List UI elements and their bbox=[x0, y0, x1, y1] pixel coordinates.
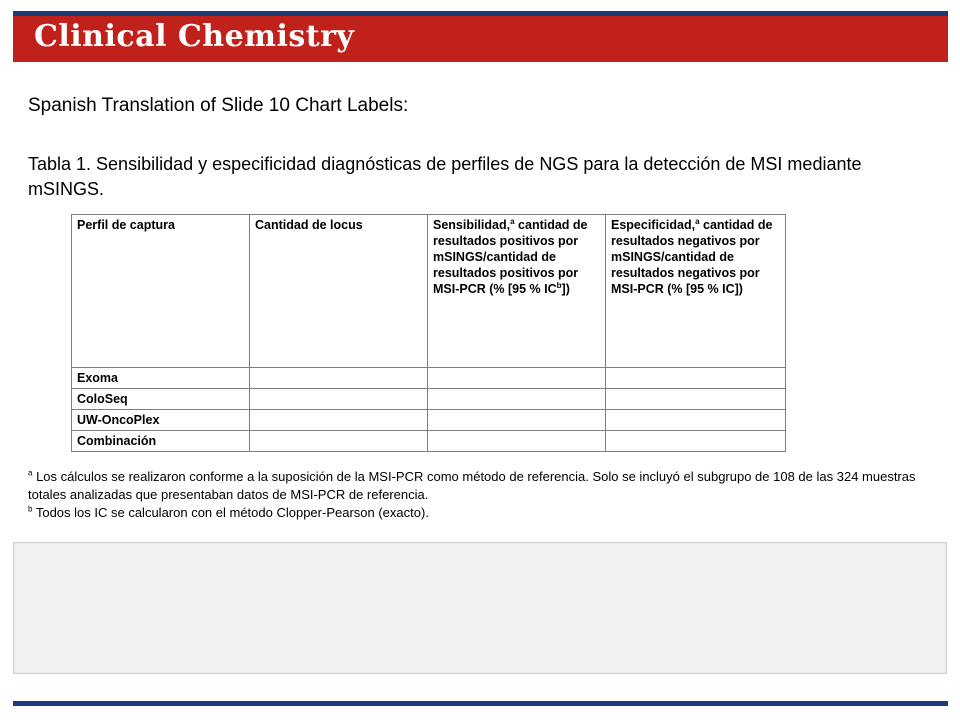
footnote-a bbox=[28, 468, 940, 504]
cell-specificity bbox=[606, 389, 786, 410]
bottom-blue-rule bbox=[13, 701, 948, 706]
header-sensitivity-end: ]) bbox=[561, 282, 570, 296]
cell-profile: ColoSeq bbox=[72, 389, 250, 410]
cell-profile: UW-OncoPlex bbox=[72, 410, 250, 431]
header-specificity bbox=[606, 215, 786, 368]
cell-loci bbox=[250, 389, 428, 410]
header-sensitivity-rest: cantidad de resultados positivos por mSINGS/cantidad de resultados positivos por MSI-PCR (% [95 % IC bbox=[433, 218, 588, 296]
header-bar bbox=[13, 16, 948, 62]
blank-panel bbox=[13, 542, 947, 674]
cell-specificity bbox=[606, 368, 786, 389]
table-row bbox=[72, 431, 786, 452]
header-specificity-main: Especificidad, bbox=[611, 218, 696, 232]
header-specificity-sup-a: a bbox=[695, 216, 700, 226]
header-sensitivity bbox=[428, 215, 606, 368]
table-row bbox=[72, 389, 786, 410]
header-sensitivity-main: Sensibilidad, bbox=[433, 218, 511, 232]
cell-profile: Exoma bbox=[72, 368, 250, 389]
cell-sensitivity bbox=[428, 410, 606, 431]
cell-specificity bbox=[606, 410, 786, 431]
header-sensitivity-sup-b: b bbox=[556, 280, 562, 290]
header-specificity-rest: cantidad de resultados negativos por mSINGS/cantidad de resultados negativos por MSI-PCR (% [95 % IC]) bbox=[611, 218, 773, 296]
footnote-a-marker: a bbox=[28, 468, 33, 478]
table-row bbox=[72, 368, 786, 389]
slide-heading: Spanish Translation of Slide 10 Chart Labels: bbox=[28, 95, 409, 116]
cell-profile: Combinación bbox=[72, 431, 250, 452]
footnotes bbox=[28, 468, 940, 522]
header-sensitivity-sup-a: a bbox=[510, 216, 515, 226]
table-caption: Tabla 1. Sensibilidad y especificidad diagnósticas de perfiles de NGS para la detección de MSI mediante mSINGS. bbox=[28, 154, 862, 199]
cell-loci bbox=[250, 368, 428, 389]
footnote-b bbox=[28, 504, 940, 522]
footnote-a-text: Los cálculos se realizaron conforme a la suposición de la MSI-PCR como método de referencia. Solo se incluyó el subgrupo de 108 de las 324 muestras totales analizadas que presentaban datos de MSI-PCR de referencia. bbox=[28, 469, 916, 502]
cell-sensitivity bbox=[428, 368, 606, 389]
data-table bbox=[71, 214, 786, 452]
table-header-row bbox=[72, 215, 786, 368]
cell-specificity bbox=[606, 431, 786, 452]
footnote-b-marker: b bbox=[28, 504, 33, 514]
table-row bbox=[72, 410, 786, 431]
header-locus-count: Cantidad de locus bbox=[250, 215, 428, 368]
cell-sensitivity bbox=[428, 431, 606, 452]
footnote-b-text: Todos los IC se calcularon con el método Clopper-Pearson (exacto). bbox=[35, 505, 429, 520]
cell-loci bbox=[250, 431, 428, 452]
cell-loci bbox=[250, 410, 428, 431]
header-capture-profile: Perfil de captura bbox=[72, 215, 250, 368]
brand-title: Clinical Chemistry bbox=[34, 19, 355, 54]
cell-sensitivity bbox=[428, 389, 606, 410]
